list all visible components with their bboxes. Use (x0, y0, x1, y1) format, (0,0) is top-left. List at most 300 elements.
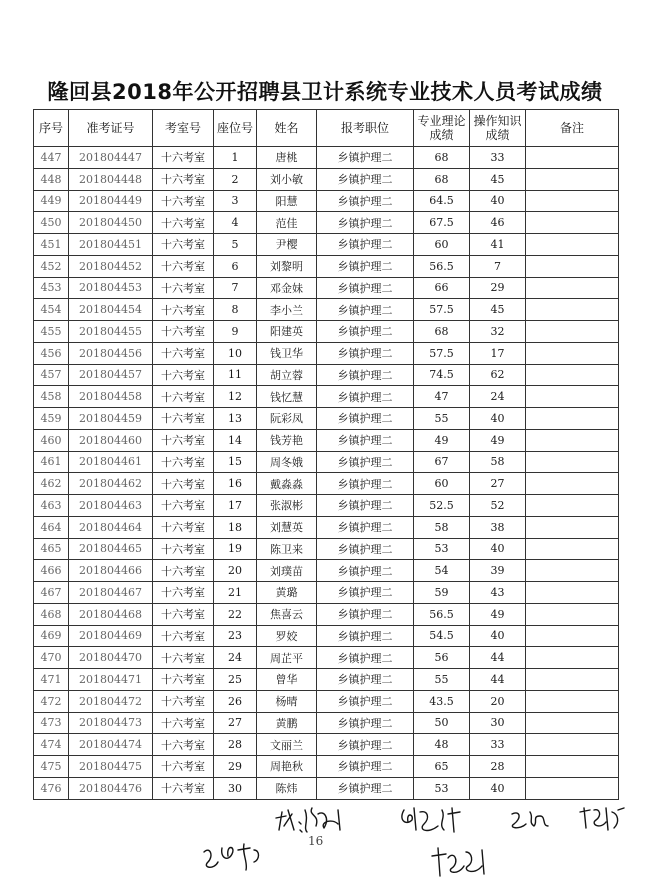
cell-seat: 9 (214, 321, 257, 343)
cell-practice: 41 (470, 234, 526, 256)
cell-position: 乡镇护理二 (317, 386, 414, 408)
cell-practice: 45 (470, 168, 526, 190)
cell-seq: 460 (34, 429, 69, 451)
cell-position: 乡镇护理二 (317, 321, 414, 343)
cell-room: 十六考室 (153, 234, 214, 256)
cell-name: 张淑彬 (257, 495, 317, 517)
cell-theory: 68 (414, 168, 470, 190)
table-row (34, 408, 619, 430)
cell-name: 罗姣 (257, 625, 317, 647)
cell-position: 乡镇护理二 (317, 408, 414, 430)
cell-position: 乡镇护理二 (317, 429, 414, 451)
cell-room: 十六考室 (153, 255, 214, 277)
cell-seat: 22 (214, 603, 257, 625)
cell-seq: 452 (34, 255, 69, 277)
cell-theory: 54 (414, 560, 470, 582)
cell-remark (526, 342, 619, 364)
cell-theory: 66 (414, 277, 470, 299)
cell-remark (526, 168, 619, 190)
cell-seq: 473 (34, 712, 69, 734)
cell-exam-no: 201804454 (69, 299, 153, 321)
cell-name: 钱芳艳 (257, 429, 317, 451)
cell-theory: 74.5 (414, 364, 470, 386)
cell-name: 胡立蓉 (257, 364, 317, 386)
signatures-area (0, 800, 650, 893)
cell-practice: 40 (470, 625, 526, 647)
cell-remark (526, 516, 619, 538)
cell-exam-no: 201804457 (69, 364, 153, 386)
cell-seat: 13 (214, 408, 257, 430)
cell-exam-no: 201804447 (69, 147, 153, 169)
cell-remark (526, 756, 619, 778)
cell-name: 范佳 (257, 212, 317, 234)
cell-position: 乡镇护理二 (317, 299, 414, 321)
cell-theory: 53 (414, 777, 470, 799)
cell-position: 乡镇护理二 (317, 603, 414, 625)
cell-remark (526, 734, 619, 756)
cell-seat: 19 (214, 538, 257, 560)
cell-position: 乡镇护理二 (317, 582, 414, 604)
cell-practice: 44 (470, 647, 526, 669)
cell-practice: 58 (470, 451, 526, 473)
cell-seat: 25 (214, 669, 257, 691)
cell-position: 乡镇护理二 (317, 473, 414, 495)
page-number: 16 (308, 834, 324, 848)
table-row (34, 342, 619, 364)
header-row (34, 110, 619, 147)
cell-room: 十六考室 (153, 408, 214, 430)
cell-seat: 20 (214, 560, 257, 582)
cell-position: 乡镇护理二 (317, 190, 414, 212)
cell-theory: 60 (414, 234, 470, 256)
cell-room: 十六考室 (153, 495, 214, 517)
table-row (34, 364, 619, 386)
cell-exam-no: 201804459 (69, 408, 153, 430)
cell-exam-no: 201804472 (69, 690, 153, 712)
cell-practice: 40 (470, 190, 526, 212)
cell-remark (526, 669, 619, 691)
table-row (34, 516, 619, 538)
cell-exam-no: 201804464 (69, 516, 153, 538)
table-row (34, 255, 619, 277)
cell-exam-no: 201804463 (69, 495, 153, 517)
cell-room: 十六考室 (153, 516, 214, 538)
cell-room: 十六考室 (153, 473, 214, 495)
cell-practice: 38 (470, 516, 526, 538)
cell-seat: 21 (214, 582, 257, 604)
signature-6 (432, 848, 484, 876)
cell-seq: 464 (34, 516, 69, 538)
cell-exam-no: 201804469 (69, 625, 153, 647)
cell-practice: 45 (470, 299, 526, 321)
header-col-name: 姓名 (257, 110, 317, 147)
cell-seq: 454 (34, 299, 69, 321)
cell-room: 十六考室 (153, 429, 214, 451)
cell-practice: 40 (470, 538, 526, 560)
signature-5 (204, 844, 259, 870)
table-row (34, 234, 619, 256)
table-row (34, 756, 619, 778)
cell-seat: 3 (214, 190, 257, 212)
cell-exam-no: 201804462 (69, 473, 153, 495)
cell-seat: 2 (214, 168, 257, 190)
cell-exam-no: 201804460 (69, 429, 153, 451)
cell-seq: 476 (34, 777, 69, 799)
cell-exam-no: 201804467 (69, 582, 153, 604)
cell-seat: 18 (214, 516, 257, 538)
cell-seat: 7 (214, 277, 257, 299)
cell-remark (526, 212, 619, 234)
cell-seat: 16 (214, 473, 257, 495)
cell-theory: 54.5 (414, 625, 470, 647)
cell-name: 周艳秋 (257, 756, 317, 778)
cell-remark (526, 582, 619, 604)
cell-position: 乡镇护理二 (317, 756, 414, 778)
cell-name: 陈卫来 (257, 538, 317, 560)
table-row (34, 321, 619, 343)
cell-position: 乡镇护理二 (317, 342, 414, 364)
cell-theory: 60 (414, 473, 470, 495)
header-col-seat: 座位号 (214, 110, 257, 147)
cell-practice: 27 (470, 473, 526, 495)
table-row (34, 734, 619, 756)
cell-seat: 10 (214, 342, 257, 364)
cell-practice: 39 (470, 560, 526, 582)
cell-seat: 8 (214, 299, 257, 321)
cell-exam-no: 201804461 (69, 451, 153, 473)
cell-room: 十六考室 (153, 321, 214, 343)
cell-position: 乡镇护理二 (317, 147, 414, 169)
cell-room: 十六考室 (153, 647, 214, 669)
cell-room: 十六考室 (153, 603, 214, 625)
cell-remark (526, 538, 619, 560)
cell-theory: 57.5 (414, 299, 470, 321)
cell-theory: 50 (414, 712, 470, 734)
cell-remark (526, 147, 619, 169)
cell-name: 邓金妹 (257, 277, 317, 299)
cell-seq: 457 (34, 364, 69, 386)
cell-theory: 56 (414, 647, 470, 669)
cell-exam-no: 201804455 (69, 321, 153, 343)
cell-seq: 463 (34, 495, 69, 517)
cell-seq: 456 (34, 342, 69, 364)
cell-room: 十六考室 (153, 625, 214, 647)
cell-exam-no: 201804471 (69, 669, 153, 691)
cell-seq: 448 (34, 168, 69, 190)
cell-practice: 49 (470, 429, 526, 451)
cell-seq: 466 (34, 560, 69, 582)
cell-seat: 5 (214, 234, 257, 256)
cell-theory: 64.5 (414, 190, 470, 212)
cell-position: 乡镇护理二 (317, 364, 414, 386)
page-title: 隆回县2018年公开招聘县卫计系统专业技术人员考试成绩 (47, 80, 603, 104)
cell-name: 周冬娥 (257, 451, 317, 473)
cell-remark (526, 190, 619, 212)
cell-practice: 52 (470, 495, 526, 517)
cell-position: 乡镇护理二 (317, 538, 414, 560)
cell-position: 乡镇护理二 (317, 516, 414, 538)
cell-exam-no: 201804473 (69, 712, 153, 734)
cell-seat: 26 (214, 690, 257, 712)
cell-name: 陈炜 (257, 777, 317, 799)
header-col-exam-no: 准考证号 (69, 110, 153, 147)
cell-seq: 447 (34, 147, 69, 169)
cell-room: 十六考室 (153, 712, 214, 734)
cell-theory: 47 (414, 386, 470, 408)
cell-seq: 467 (34, 582, 69, 604)
cell-theory: 67 (414, 451, 470, 473)
cell-name: 戴淼淼 (257, 473, 317, 495)
cell-room: 十六考室 (153, 168, 214, 190)
cell-position: 乡镇护理二 (317, 734, 414, 756)
cell-remark (526, 625, 619, 647)
cell-theory: 53 (414, 538, 470, 560)
cell-theory: 49 (414, 429, 470, 451)
cell-remark (526, 603, 619, 625)
cell-seat: 17 (214, 495, 257, 517)
cell-theory: 59 (414, 582, 470, 604)
cell-practice: 24 (470, 386, 526, 408)
cell-seq: 455 (34, 321, 69, 343)
cell-theory: 68 (414, 147, 470, 169)
cell-room: 十六考室 (153, 538, 214, 560)
cell-exam-no: 201804458 (69, 386, 153, 408)
cell-room: 十六考室 (153, 734, 214, 756)
cell-name: 刘慧英 (257, 516, 317, 538)
cell-name: 钱忆慧 (257, 386, 317, 408)
table-body (34, 147, 619, 800)
cell-remark (526, 473, 619, 495)
cell-name: 黄璐 (257, 582, 317, 604)
cell-exam-no: 201804456 (69, 342, 153, 364)
cell-seq: 465 (34, 538, 69, 560)
cell-remark (526, 690, 619, 712)
signature-3 (512, 812, 548, 828)
cell-position: 乡镇护理二 (317, 777, 414, 799)
cell-position: 乡镇护理二 (317, 495, 414, 517)
header-col-remark: 备注 (526, 110, 619, 147)
cell-theory: 56.5 (414, 255, 470, 277)
cell-room: 十六考室 (153, 669, 214, 691)
cell-name: 黄鹏 (257, 712, 317, 734)
table-row (34, 625, 619, 647)
cell-theory: 48 (414, 734, 470, 756)
cell-name: 刘黎明 (257, 255, 317, 277)
table-row (34, 538, 619, 560)
cell-seq: 470 (34, 647, 69, 669)
cell-remark (526, 234, 619, 256)
cell-practice: 30 (470, 712, 526, 734)
cell-theory: 58 (414, 516, 470, 538)
table-row (34, 429, 619, 451)
cell-exam-no: 201804465 (69, 538, 153, 560)
cell-seq: 450 (34, 212, 69, 234)
cell-name: 阳慧 (257, 190, 317, 212)
cell-practice: 40 (470, 408, 526, 430)
cell-theory: 67.5 (414, 212, 470, 234)
cell-seat: 12 (214, 386, 257, 408)
cell-practice: 44 (470, 669, 526, 691)
cell-position: 乡镇护理二 (317, 168, 414, 190)
cell-room: 十六考室 (153, 299, 214, 321)
table-row (34, 147, 619, 169)
cell-room: 十六考室 (153, 190, 214, 212)
cell-remark (526, 277, 619, 299)
cell-room: 十六考室 (153, 582, 214, 604)
cell-seat: 14 (214, 429, 257, 451)
cell-exam-no: 201804474 (69, 734, 153, 756)
signature-2 (402, 808, 460, 832)
cell-position: 乡镇护理二 (317, 712, 414, 734)
cell-practice: 33 (470, 147, 526, 169)
signature-reviewer-1 (276, 808, 340, 832)
table-row (34, 451, 619, 473)
cell-remark (526, 560, 619, 582)
cell-seq: 472 (34, 690, 69, 712)
cell-theory: 56.5 (414, 603, 470, 625)
cell-exam-no: 201804449 (69, 190, 153, 212)
cell-room: 十六考室 (153, 690, 214, 712)
header-col-position: 报考职位 (317, 110, 414, 147)
table-row (34, 212, 619, 234)
cell-seq: 461 (34, 451, 69, 473)
table-row (34, 386, 619, 408)
cell-position: 乡镇护理二 (317, 234, 414, 256)
table-row (34, 777, 619, 799)
cell-name: 尹樱 (257, 234, 317, 256)
cell-seq: 468 (34, 603, 69, 625)
cell-position: 乡镇护理二 (317, 277, 414, 299)
cell-seq: 462 (34, 473, 69, 495)
cell-room: 十六考室 (153, 451, 214, 473)
cell-theory: 52.5 (414, 495, 470, 517)
cell-name: 刘小敏 (257, 168, 317, 190)
cell-practice: 43 (470, 582, 526, 604)
score-table (33, 109, 619, 800)
table-row (34, 168, 619, 190)
cell-seat: 28 (214, 734, 257, 756)
cell-theory: 55 (414, 408, 470, 430)
table-row (34, 277, 619, 299)
cell-position: 乡镇护理二 (317, 451, 414, 473)
cell-practice: 28 (470, 756, 526, 778)
cell-theory: 43.5 (414, 690, 470, 712)
cell-practice: 17 (470, 342, 526, 364)
cell-theory: 68 (414, 321, 470, 343)
cell-remark (526, 777, 619, 799)
cell-name: 唐桃 (257, 147, 317, 169)
cell-remark (526, 451, 619, 473)
cell-exam-no: 201804468 (69, 603, 153, 625)
table-row (34, 299, 619, 321)
cell-room: 十六考室 (153, 342, 214, 364)
cell-seat: 6 (214, 255, 257, 277)
cell-position: 乡镇护理二 (317, 647, 414, 669)
cell-remark (526, 647, 619, 669)
cell-seat: 27 (214, 712, 257, 734)
table-row (34, 495, 619, 517)
cell-seq: 449 (34, 190, 69, 212)
cell-seq: 474 (34, 734, 69, 756)
table-row (34, 690, 619, 712)
table-row (34, 582, 619, 604)
cell-remark (526, 364, 619, 386)
cell-remark (526, 495, 619, 517)
table-row (34, 473, 619, 495)
signature-4 (580, 808, 624, 830)
cell-name: 文丽兰 (257, 734, 317, 756)
cell-practice: 49 (470, 603, 526, 625)
cell-practice: 29 (470, 277, 526, 299)
header-col-practice: 操作知识成绩 (470, 110, 526, 147)
table-row (34, 603, 619, 625)
cell-remark (526, 408, 619, 430)
cell-remark (526, 255, 619, 277)
cell-remark (526, 712, 619, 734)
cell-exam-no: 201804453 (69, 277, 153, 299)
cell-position: 乡镇护理二 (317, 669, 414, 691)
cell-seat: 11 (214, 364, 257, 386)
cell-name: 阳建英 (257, 321, 317, 343)
cell-seat: 4 (214, 212, 257, 234)
cell-position: 乡镇护理二 (317, 560, 414, 582)
cell-position: 乡镇护理二 (317, 625, 414, 647)
cell-room: 十六考室 (153, 364, 214, 386)
cell-exam-no: 201804448 (69, 168, 153, 190)
cell-theory: 65 (414, 756, 470, 778)
cell-seat: 29 (214, 756, 257, 778)
cell-exam-no: 201804450 (69, 212, 153, 234)
cell-practice: 62 (470, 364, 526, 386)
cell-practice: 32 (470, 321, 526, 343)
cell-seat: 23 (214, 625, 257, 647)
cell-practice: 40 (470, 777, 526, 799)
cell-name: 杨晴 (257, 690, 317, 712)
cell-practice: 20 (470, 690, 526, 712)
cell-room: 十六考室 (153, 386, 214, 408)
cell-remark (526, 321, 619, 343)
table-row (34, 190, 619, 212)
cell-room: 十六考室 (153, 560, 214, 582)
cell-practice: 7 (470, 255, 526, 277)
cell-seq: 451 (34, 234, 69, 256)
cell-room: 十六考室 (153, 212, 214, 234)
cell-name: 焦喜云 (257, 603, 317, 625)
cell-name: 钱卫华 (257, 342, 317, 364)
cell-theory: 55 (414, 669, 470, 691)
cell-room: 十六考室 (153, 147, 214, 169)
cell-remark (526, 299, 619, 321)
cell-exam-no: 201804470 (69, 647, 153, 669)
cell-exam-no: 201804475 (69, 756, 153, 778)
cell-practice: 46 (470, 212, 526, 234)
cell-exam-no: 201804476 (69, 777, 153, 799)
cell-seq: 475 (34, 756, 69, 778)
cell-name: 阮彩凤 (257, 408, 317, 430)
cell-seat: 24 (214, 647, 257, 669)
table-row (34, 560, 619, 582)
cell-remark (526, 429, 619, 451)
cell-position: 乡镇护理二 (317, 212, 414, 234)
cell-exam-no: 201804466 (69, 560, 153, 582)
cell-seat: 30 (214, 777, 257, 799)
table-row (34, 647, 619, 669)
cell-seq: 458 (34, 386, 69, 408)
cell-seat: 1 (214, 147, 257, 169)
cell-position: 乡镇护理二 (317, 690, 414, 712)
cell-name: 刘璞苗 (257, 560, 317, 582)
cell-seq: 471 (34, 669, 69, 691)
